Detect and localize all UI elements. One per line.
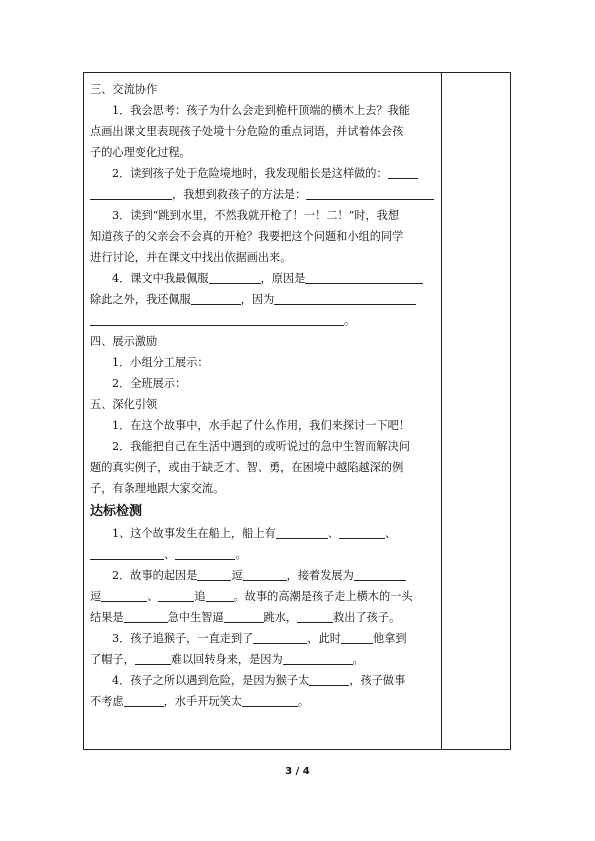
answer-blank[interactable]	[101, 589, 147, 602]
answer-blank[interactable]	[90, 187, 172, 200]
section-heading-display: 四、展示激励	[90, 335, 158, 348]
display-item-2: 2．全班展示：	[112, 377, 187, 390]
answer-blank[interactable]	[90, 313, 344, 326]
answer-blank[interactable]	[283, 652, 353, 665]
exchange-item-4-line-2: 除此之外，我还佩服 ，因为	[90, 289, 436, 310]
answer-blank[interactable]	[309, 673, 349, 686]
answer-blank[interactable]	[209, 271, 261, 284]
main-cell	[90, 79, 436, 712]
display-item-1: 1．小组分工展示：	[112, 356, 209, 369]
answer-blank[interactable]	[124, 694, 164, 707]
exchange-item-4-line-3: 。	[90, 310, 436, 331]
assessment-item-2-line-1: 2．故事的起因是 逗 ，接着发展为	[90, 565, 436, 586]
deepen-item-1: 1．在这个故事中，水手起了什么作用，我们来探讨一下吧！	[112, 419, 410, 432]
exchange-item-1-line-1: 1．我会思考：孩子为什么会走到桅杆顶端的横木上去？我能	[112, 104, 410, 117]
exchange-item-3-line-3: 进行讨论，并在课文中找出依据画出来。	[90, 251, 292, 264]
answer-blank[interactable]	[243, 568, 287, 581]
exchange-item-2-line-2: ，我想到救孩子的方法是：	[90, 184, 436, 205]
assessment-item-4-line-1: 4．孩子之所以遇到危险，是因为猴子太 ，孩子做事	[112, 674, 406, 687]
deepen-item-2-line-2: 题的真实例子，或由于缺乏才、智、勇，在困境中越陷越深的例	[90, 461, 404, 474]
answer-blank[interactable]	[224, 610, 264, 623]
assessment-item-2-line-2: 逗 、 追 。故事的高潮是孩子走上横木的一头	[90, 590, 413, 603]
answer-blank[interactable]	[158, 589, 194, 602]
exchange-item-1-line-3: 子的心理变化过程。	[90, 146, 191, 159]
answer-blank[interactable]	[341, 631, 373, 644]
page-number: 3 / 4	[285, 766, 310, 777]
assessment-item-1-line-2: 、 。	[90, 544, 436, 565]
lesson-table	[83, 72, 511, 750]
assessment-item-4-line-2: 不考虑 ，水手开玩笑太 。	[90, 695, 310, 708]
answer-blank[interactable]	[206, 589, 234, 602]
deepen-item-2-line-1: 2．我能把自己在生活中遇到的或听说过的急中生智而解决问	[112, 440, 410, 453]
section-heading-exchange: 三、交流协作	[90, 83, 158, 96]
answer-blank[interactable]	[90, 547, 164, 560]
exchange-item-3-line-2: 知道孩子的父亲会不会真的开枪？我要把这个问题和小组的同学	[90, 230, 404, 243]
answer-blank[interactable]	[354, 568, 406, 581]
answer-blank[interactable]	[242, 694, 298, 707]
answer-blank[interactable]	[191, 292, 241, 305]
answer-blank[interactable]	[135, 652, 171, 665]
assessment-heading: 达标检测	[90, 504, 143, 519]
answer-blank[interactable]	[175, 547, 235, 560]
assessment-item-3-line-1: 3．孩子追猴子，一直走到了 ，此时 他拿到	[112, 632, 407, 645]
answer-blank[interactable]	[197, 568, 231, 581]
exchange-item-3-line-1: 3．读到“跳到水里，不然我就开枪了！一！二！”时，我想	[112, 209, 400, 222]
assessment-item-1-line-1: 1、这个故事发生在船上，船上有 、 、	[112, 527, 397, 540]
section-heading-deepen: 五、深化引领	[90, 398, 158, 411]
answer-blank[interactable]	[253, 631, 307, 644]
answer-blank[interactable]	[388, 166, 418, 179]
answer-blank[interactable]	[297, 610, 333, 623]
exchange-item-1-line-2: 点画出课文里表现孩子处境十分危险的重点词语，并试着体会孩	[90, 125, 404, 138]
answer-blank[interactable]	[124, 610, 168, 623]
deepen-item-2-line-3: 子，有条理地跟大家交流。	[90, 482, 225, 495]
exchange-item-4-line-1: 4．课文中我最佩服 ，原因是	[90, 268, 436, 289]
exchange-item-2-line-1: 2．读到孩子处于危险境地时，我发现船长是这样做的：	[90, 163, 436, 184]
assessment-item-3-line-2: 了帽子， 难以回转身来，是因为 。	[90, 653, 364, 666]
assessment-item-2-line-3: 结果是 急中生智逼 跳水， 救出了孩子。	[90, 611, 401, 624]
column-divider	[441, 73, 442, 749]
answer-blank[interactable]	[305, 271, 423, 284]
answer-blank[interactable]	[306, 187, 434, 200]
answer-blank[interactable]	[339, 526, 385, 539]
answer-blank[interactable]	[274, 292, 416, 305]
answer-blank[interactable]	[276, 526, 328, 539]
